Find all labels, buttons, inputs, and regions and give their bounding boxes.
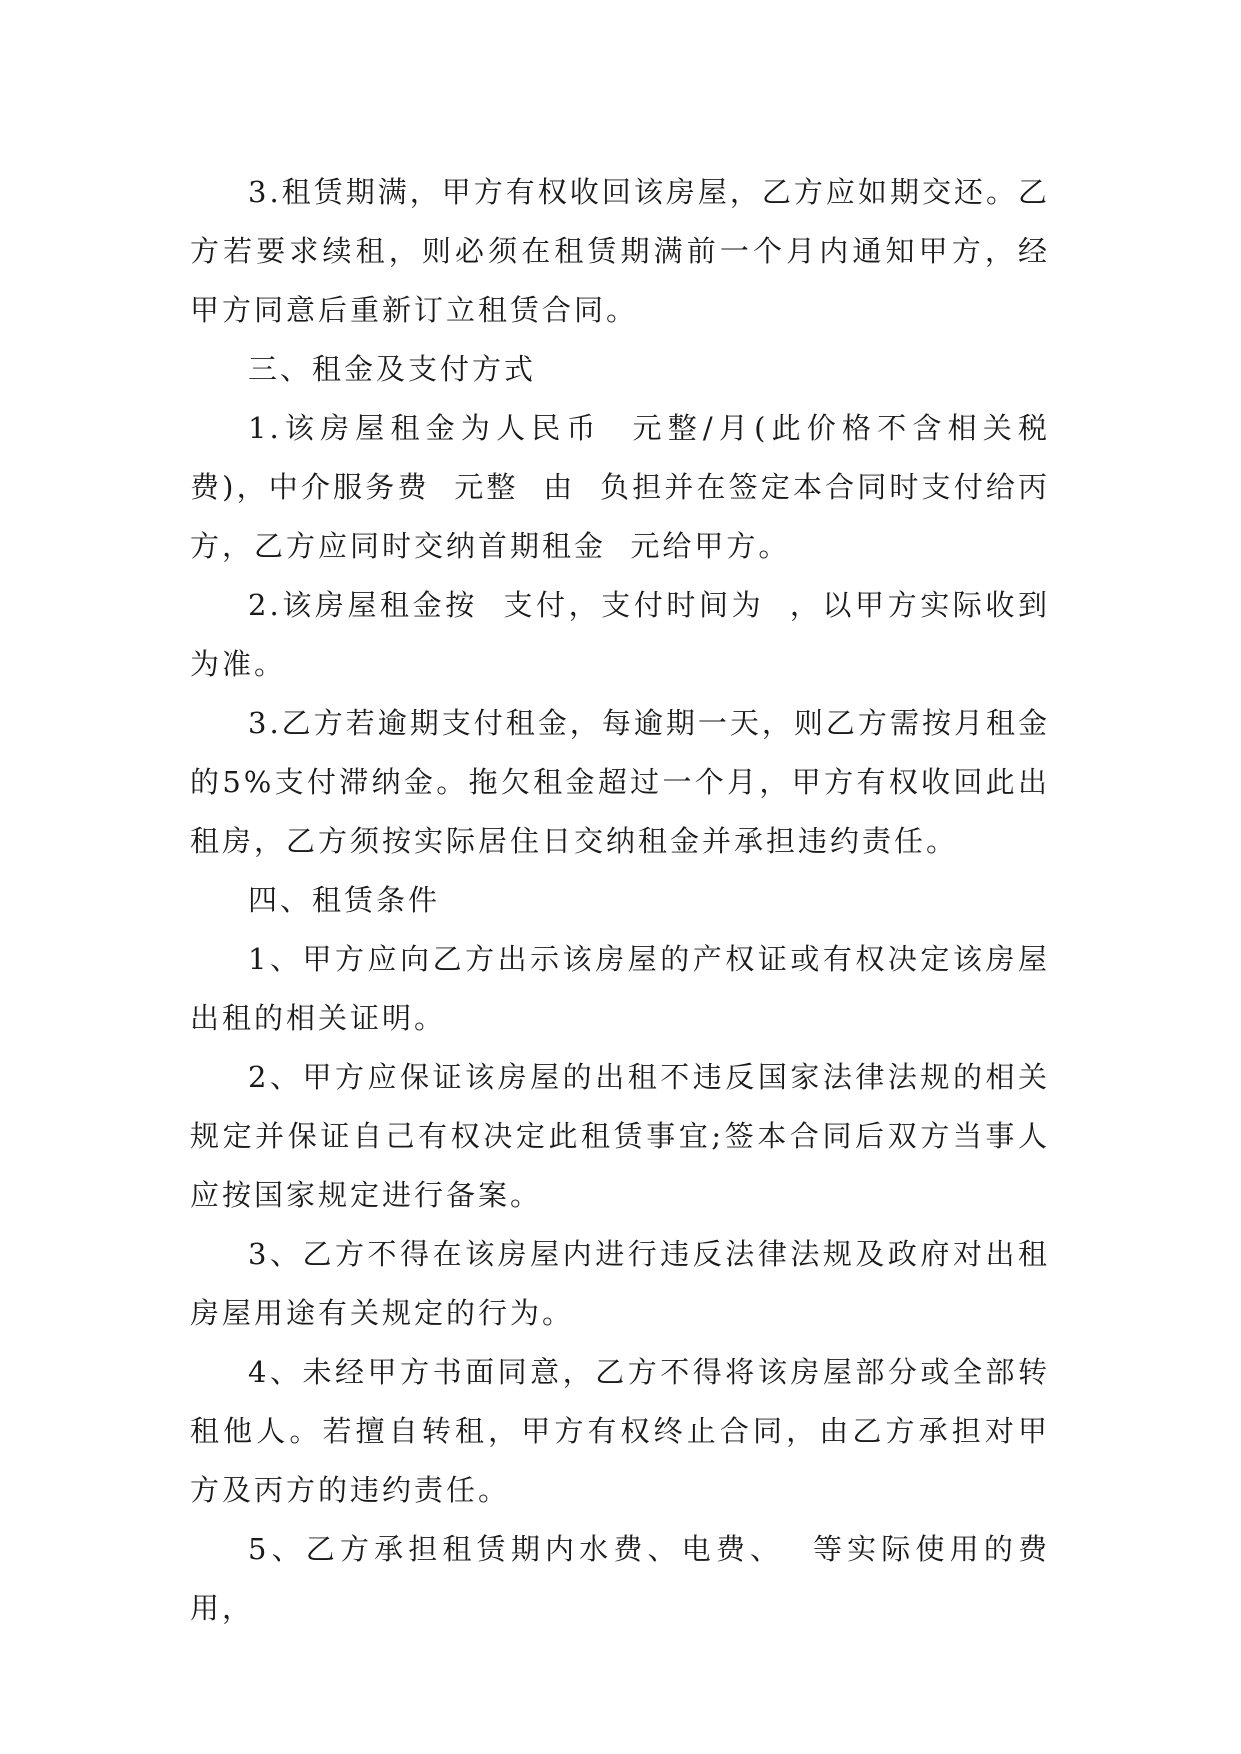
paragraph-condition-3: 3、乙方不得在该房屋内进行违反法律法规及政府对出租房屋用途有关规定的行为。 <box>190 1237 1050 1330</box>
paragraph-late-payment: 3.乙方若逾期支付租金，每逾期一天，则乙方需按月租金的5%支付滞纳金。拖欠租金超过一个月，甲方有权收回此出租房，乙方须按实际居住日交纳租金并承担违约责任。 <box>190 706 1050 858</box>
document-body <box>190 163 1050 1638</box>
heading-rent-and-payment: 三、租金及支付方式 <box>248 352 537 386</box>
paragraph-condition-2: 2、甲方应保证该房屋的出租不违反国家法律法规的相关规定并保证自己有权决定此租赁事宜;签本合同后双方当事人应按国家规定进行备案。 <box>190 1060 1050 1212</box>
paragraph-rent-amount: 1.该房屋租金为人民币 元整/月(此价格不含相关税费)，中介服务费 元整 由 负担并在签定本合同时支付给丙方，乙方应同时交纳首期租金 元给甲方。 <box>190 411 1050 563</box>
paragraph-condition-5: 5、乙方承担租赁期内水费、电费、 等实际使用的费用， <box>190 1532 1050 1625</box>
heading-lease-conditions: 四、租赁条件 <box>248 883 441 917</box>
paragraph-payment-schedule: 2.该房屋租金按 支付，支付时间为 ，以甲方实际收到为准。 <box>190 588 1050 681</box>
paragraph-condition-4: 4、未经甲方书面同意，乙方不得将该房屋部分或全部转租他人。若擅自转租，甲方有权终止合同，由乙方承担对甲方及丙方的违约责任。 <box>190 1355 1050 1507</box>
paragraph-condition-1: 1、甲方应向乙方出示该房屋的产权证或有权决定该房屋出租的相关证明。 <box>190 942 1050 1035</box>
paragraph-lease-expiry: 3.租赁期满，甲方有权收回该房屋，乙方应如期交还。乙方若要求续租，则必须在租赁期满前一个月内通知甲方，经甲方同意后重新订立租赁合同。 <box>190 175 1050 327</box>
